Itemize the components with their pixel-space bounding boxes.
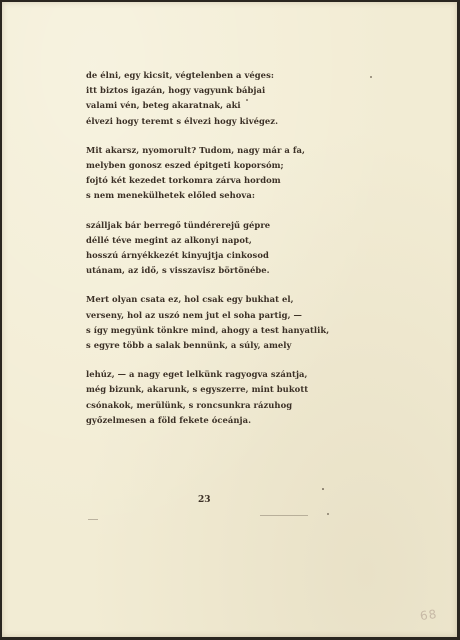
poem-line: még bizunk, akarunk, s egyszerre, mint bukott (86, 384, 309, 395)
ink-speck (327, 513, 329, 515)
poem-line: s nem menekülhetek előled sehova: (86, 190, 255, 201)
stanza (86, 218, 386, 279)
poem-line: s egyre több a salak bennünk, a súly, amely (86, 340, 292, 351)
poem-line: Mit akarsz, nyomorult? Tudom, nagy már a fa, (86, 144, 305, 155)
document-page (2, 2, 457, 637)
poem-line: verseny, hol az uszó nem jut el soha partig, — (86, 309, 302, 320)
poem-line: utánam, az idő, s visszavisz börtönébe. (86, 265, 270, 276)
paper-mark (260, 515, 308, 516)
poem-line: melyben gonosz eszed épitgeti koporsóm; (86, 160, 284, 171)
poem-line: győzelmesen a föld fekete óceánja. (86, 414, 252, 425)
ink-speck (322, 488, 324, 490)
paper-mark (88, 519, 98, 520)
poem-line: s így megyünk tönkre mind, ahogy a test hanyatlik, (86, 324, 330, 335)
ink-speck (246, 99, 248, 101)
poem-line: élvezi hogy teremt s élvezi hogy kivégez. (86, 115, 279, 126)
poem-line: szálljak bár berregő tündérerejű gépre (86, 219, 271, 230)
poem-line: déllé téve megint az alkonyi napot, (86, 234, 252, 245)
stanza (86, 367, 386, 428)
poem-line: Mert olyan csata ez, hol csak egy bukhat el, (86, 294, 294, 305)
poem-body (86, 68, 386, 442)
poem-line: hosszú árnyékkezét kinyujtja cinkosod (86, 250, 269, 261)
ink-speck (370, 76, 372, 78)
poem-line: lehúz, — a nagy eget lelkünk ragyogva szántja, (86, 369, 308, 380)
stanza (86, 68, 386, 129)
poem-line: de élni, egy kicsit, végtelenben a véges: (86, 70, 274, 80)
poem-line: itt biztos igazán, hogy vagyunk bábjai (86, 85, 266, 96)
poem-line: valami vén, beteg akaratnak, aki (86, 100, 241, 111)
stanza (86, 292, 386, 353)
archive-pencil-mark: 68 (419, 606, 439, 624)
poem-line: csónakok, merülünk, s roncsunkra rázuhog (86, 399, 293, 410)
stanza (86, 143, 386, 204)
page-number: 23 (198, 495, 211, 505)
poem-line: fojtó két kezedet torkomra zárva hordom (86, 175, 281, 186)
